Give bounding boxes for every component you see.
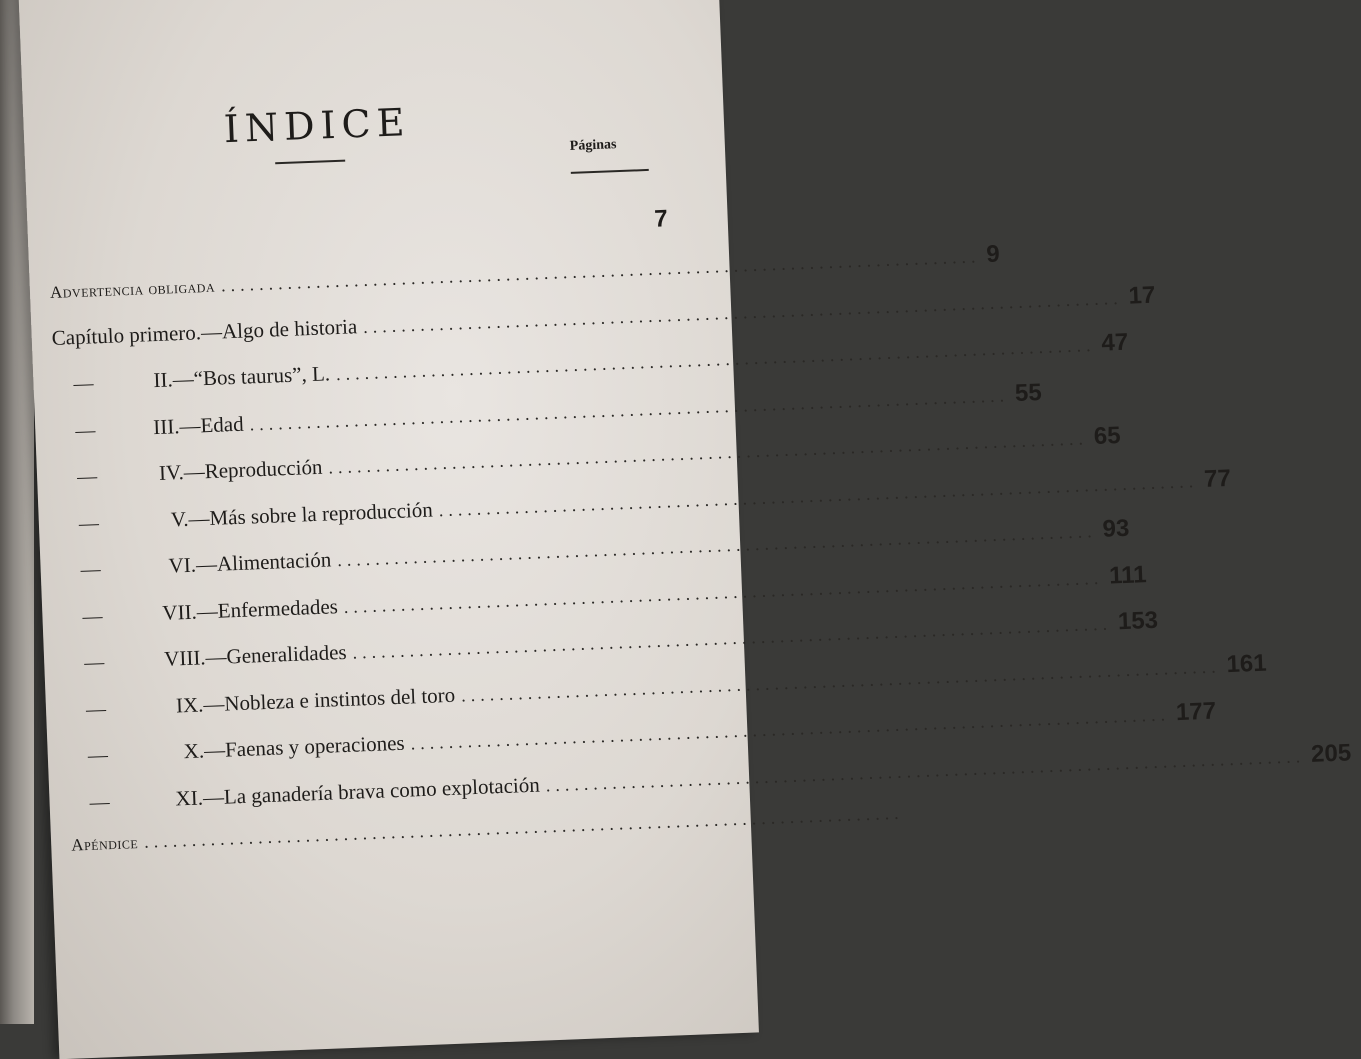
toc-dash: —	[89, 790, 111, 814]
toc-page-number: 55	[1014, 378, 1043, 407]
toc-page-number: 161	[1225, 649, 1268, 678]
dot-leader: ................................................................................	[352, 613, 1113, 663]
toc-entry-label: Apéndice	[70, 833, 139, 855]
dot-leader: ................................................................................	[343, 567, 1104, 617]
dot-leader: ................................................................................	[438, 470, 1199, 520]
toc-dash: —	[87, 744, 109, 767]
toc-entry-label: VI.—Alimentación	[168, 547, 332, 578]
toc-entry-label: X.—Faenas y operaciones	[183, 730, 406, 764]
pages-header-underline	[571, 169, 649, 174]
toc-page-number: 9	[985, 240, 1001, 269]
toc-entry-label: Advertencia obligada	[49, 276, 216, 302]
dot-leader: ................................................................................	[143, 802, 904, 852]
dot-leader: ................................................................................	[328, 428, 1089, 478]
title-underline	[275, 160, 345, 165]
page-title: ÍNDICE	[223, 100, 412, 152]
toc-dash: —	[80, 558, 102, 582]
toc-page-number: 153	[1117, 606, 1159, 636]
dot-leader: ................................................................................	[460, 655, 1221, 706]
toc-entry-label: III.—Edad	[152, 411, 245, 439]
toc-dash: —	[74, 418, 96, 442]
first-page-number: 7	[653, 205, 669, 233]
toc-entry-label: IV.—Reproducción	[158, 454, 323, 485]
dot-leader: ................................................................................	[545, 745, 1306, 795]
toc-dash: —	[73, 372, 94, 396]
dot-leader: ................................................................................	[362, 287, 1124, 337]
toc-page-number: 47	[1100, 328, 1129, 357]
dot-leader: ................................................................................	[249, 384, 1010, 434]
toc-dash: —	[82, 604, 103, 628]
toc-page-number: 17	[1128, 281, 1156, 310]
toc-entry-label: VIII.—Generalidades	[163, 639, 347, 671]
toc-dash: —	[78, 511, 100, 535]
toc-entry-label: II.—“Bos taurus”, L.	[152, 361, 331, 393]
toc-entry-label: VII.—Enfermedades	[161, 593, 339, 625]
toc-entry-label: Capítulo primero.—Algo de historia	[51, 313, 358, 350]
toc-page-number: 111	[1108, 560, 1148, 590]
toc-page-number: 205	[1310, 738, 1352, 768]
toc-entry-label: V.—Más sobre la reproducción	[170, 496, 434, 532]
toc-page-number: 93	[1102, 514, 1130, 543]
toc-entry	[70, 802, 904, 869]
toc-page-number: 77	[1203, 464, 1232, 493]
toc-page-number: 177	[1175, 697, 1217, 727]
pages-column-header: Páginas	[569, 137, 617, 154]
dot-leader: ................................................................................	[410, 704, 1171, 754]
dot-leader: ................................................................................	[220, 246, 981, 296]
dot-leader: ................................................................................	[336, 521, 1098, 571]
book-page	[18, 0, 1352, 1059]
toc-dash: —	[76, 465, 98, 489]
toc-entry-label: IX.—Nobleza e instintos del toro	[175, 682, 456, 717]
dot-leader: ................................................................................	[335, 334, 1096, 385]
toc-page-number: 65	[1093, 422, 1122, 451]
toc-dash: —	[83, 651, 105, 674]
toc-entry-label: XI.—La ganadería brava como explotación	[175, 772, 541, 811]
toc-dash: —	[85, 697, 107, 721]
